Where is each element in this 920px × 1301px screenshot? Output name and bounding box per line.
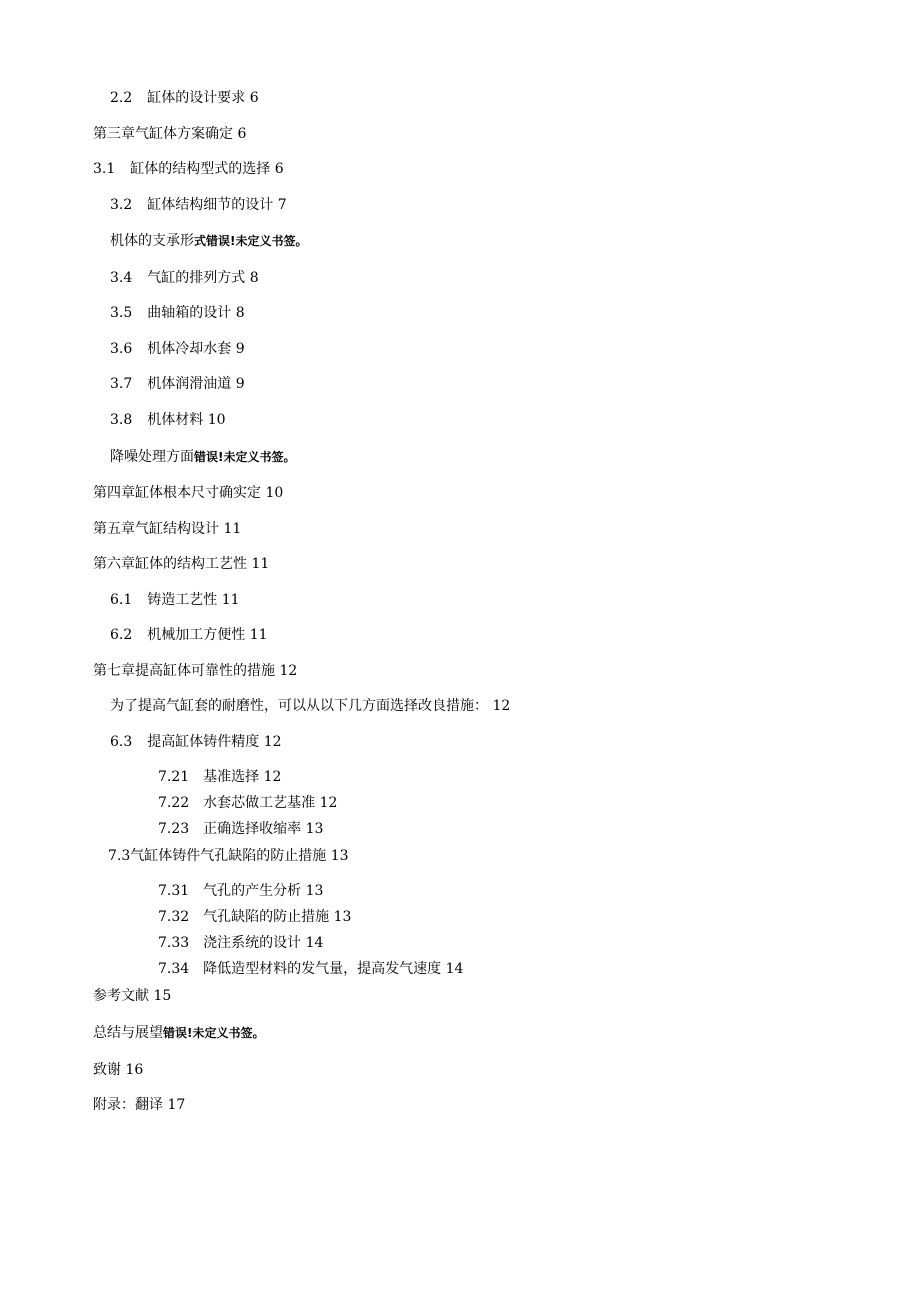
- toc-entry-page: 7: [277, 197, 287, 213]
- toc-entry-title: 附录：翻译: [93, 1097, 163, 1113]
- toc-entry-title: 气缸的排列方式: [147, 270, 246, 286]
- toc-entry-number: 3.8: [110, 412, 133, 428]
- toc-entry-title: 正确选择收缩率: [203, 821, 302, 837]
- toc-entry-title: 缸体的设计要求: [147, 90, 246, 106]
- toc-entry[interactable]: [93, 1060, 143, 1080]
- toc-entry-page: 11: [223, 521, 242, 537]
- toc-entry-number: 6.2: [110, 627, 133, 643]
- toc-entry-number: 3.2: [110, 197, 133, 213]
- toc-entry[interactable]: [93, 159, 284, 179]
- toc-entry-page: 12: [263, 769, 282, 785]
- toc-entry-page: 13: [333, 909, 352, 925]
- toc-entry[interactable]: [110, 590, 240, 610]
- toc-entry[interactable]: [93, 554, 269, 574]
- toc-entry-title: 基准选择: [203, 769, 260, 785]
- toc-entry-page: 6: [237, 126, 247, 142]
- toc-entry-page: 12: [492, 698, 511, 714]
- toc-entry-page: 13: [305, 883, 324, 899]
- toc-entry[interactable]: [110, 268, 259, 288]
- toc-entry[interactable]: [158, 907, 351, 927]
- toc-entry[interactable]: [158, 881, 323, 901]
- toc-entry-title: 气孔缺陷的防止措施: [203, 909, 330, 925]
- toc-entry-number: 3.5: [110, 305, 133, 321]
- toc-entry-page: 6: [274, 161, 284, 177]
- toc-entry-page: 13: [330, 848, 349, 864]
- toc-entry-number: 6.3: [110, 734, 133, 750]
- toc-entry-number: 3.7: [110, 376, 133, 392]
- toc-entry[interactable]: [93, 124, 246, 144]
- toc-entry-title: 参考文献: [93, 988, 149, 1004]
- toc-entry-title: 气缸体铸件气孔缺陷的防止措施: [130, 848, 327, 864]
- toc-entry[interactable]: [110, 195, 287, 215]
- toc-entry[interactable]: [110, 447, 295, 467]
- toc-entry-page: 10: [207, 412, 226, 428]
- toc-entry-title: 铸造工艺性: [147, 592, 218, 608]
- toc-entry-number: 7.23: [158, 821, 190, 837]
- toc-entry-page: 8: [235, 305, 245, 321]
- toc-entry[interactable]: [110, 303, 245, 323]
- toc-entry-number: 7.3: [108, 848, 131, 864]
- bookmark-error-text: 式错误!未定义书签。: [194, 234, 308, 248]
- toc-entry-number: 6.1: [110, 592, 133, 608]
- toc-entry-title: 缸体的结构型式的选择: [130, 161, 271, 177]
- toc-entry-page: 14: [305, 935, 324, 951]
- toc-entry-title: 机体材料: [147, 412, 204, 428]
- toc-entry[interactable]: [110, 410, 226, 430]
- toc-entry-page: 9: [235, 341, 245, 357]
- toc-entry[interactable]: [110, 339, 245, 359]
- toc-entry-title: 浇注系统的设计: [203, 935, 302, 951]
- bookmark-error-text: 错误!未定义书签。: [194, 450, 296, 464]
- toc-entry-page: 10: [265, 485, 284, 501]
- toc-entry-number: 3.4: [110, 270, 133, 286]
- toc-entry[interactable]: [93, 483, 283, 503]
- toc-entry[interactable]: [158, 767, 281, 787]
- toc-entry-title: 第四章缸体根本尺寸确实定: [93, 485, 261, 501]
- toc-entry-page: 13: [305, 821, 324, 837]
- toc-entry-page: 11: [249, 627, 268, 643]
- toc-entry[interactable]: [158, 819, 323, 839]
- toc-entry-page: 6: [249, 90, 259, 106]
- toc-entry-title: 气孔的产生分析: [203, 883, 302, 899]
- toc-entry-page: 8: [249, 270, 259, 286]
- toc-entry-title: 降噪处理方面: [110, 449, 194, 465]
- toc-entry-title: 提高缸体铸件精度: [147, 734, 260, 750]
- toc-entry-number: 2.2: [110, 90, 133, 106]
- toc-entry-page: 14: [445, 961, 464, 977]
- toc-entry[interactable]: [93, 661, 297, 681]
- toc-entry-number: 7.32: [158, 909, 190, 925]
- toc-entry[interactable]: [110, 88, 259, 108]
- toc-entry-page: 15: [153, 988, 172, 1004]
- toc-entry[interactable]: [110, 231, 307, 251]
- toc-entry[interactable]: [158, 959, 463, 979]
- toc-entry-title: 第三章气缸体方案确定: [93, 126, 233, 142]
- toc-entry-title: 水套芯做工艺基准: [203, 795, 316, 811]
- toc-entry[interactable]: [108, 846, 349, 866]
- toc-entry-title: 总结与展望: [93, 1025, 163, 1041]
- toc-entry[interactable]: [110, 374, 245, 394]
- toc-entry-title: 缸体结构细节的设计: [147, 197, 274, 213]
- bookmark-error-text: 错误!未定义书签。: [163, 1026, 265, 1040]
- toc-entry-title: 曲轴箱的设计: [147, 305, 232, 321]
- toc-entry-number: 7.34: [158, 961, 190, 977]
- toc-entry-title: 第六章缸体的结构工艺性: [93, 556, 247, 572]
- toc-entry[interactable]: [110, 732, 282, 752]
- toc-entry-number: 3.6: [110, 341, 133, 357]
- toc-entry-title: 致谢: [93, 1062, 121, 1078]
- toc-entry-page: 12: [319, 795, 338, 811]
- toc-entry-page: 11: [251, 556, 270, 572]
- toc-entry-number: 3.1: [93, 161, 116, 177]
- toc-entry-page: 11: [221, 592, 240, 608]
- toc-entry[interactable]: [93, 1023, 264, 1043]
- toc-entry-page: 12: [263, 734, 282, 750]
- toc-entry-title: 第五章气缸结构设计: [93, 521, 219, 537]
- toc-entry-title: 机体冷却水套: [147, 341, 232, 357]
- toc-entry-page: 16: [125, 1062, 144, 1078]
- toc-entry-number: 7.21: [158, 769, 190, 785]
- toc-entry-title: 为了提高气缸套的耐磨性，可以从以下几方面选择改良措施：: [110, 698, 488, 714]
- toc-entry-title: 第七章提高缸体可靠性的措施: [93, 663, 275, 679]
- toc-entry[interactable]: [93, 986, 171, 1006]
- toc-entry-title: 机体的支承形: [110, 233, 194, 249]
- toc-entry-number: 7.31: [158, 883, 190, 899]
- toc-entry-title: 机械加工方便性: [147, 627, 246, 643]
- toc-entry-number: 7.33: [158, 935, 190, 951]
- toc-entry[interactable]: [158, 933, 323, 953]
- toc-entry-page: 12: [279, 663, 298, 679]
- toc-entry-title: 降低造型材料的发气量，提高发气速度: [203, 961, 442, 977]
- toc-entry[interactable]: [110, 625, 268, 645]
- toc-entry-page: 9: [235, 376, 245, 392]
- toc-entry[interactable]: [158, 793, 337, 813]
- toc-entry-title: 机体润滑油道: [147, 376, 232, 392]
- toc-entry[interactable]: [93, 519, 241, 539]
- toc-entry-number: 7.22: [158, 795, 190, 811]
- toc-entry[interactable]: [110, 696, 510, 716]
- toc-entry[interactable]: [93, 1095, 185, 1115]
- toc-entry-page: 17: [167, 1097, 186, 1113]
